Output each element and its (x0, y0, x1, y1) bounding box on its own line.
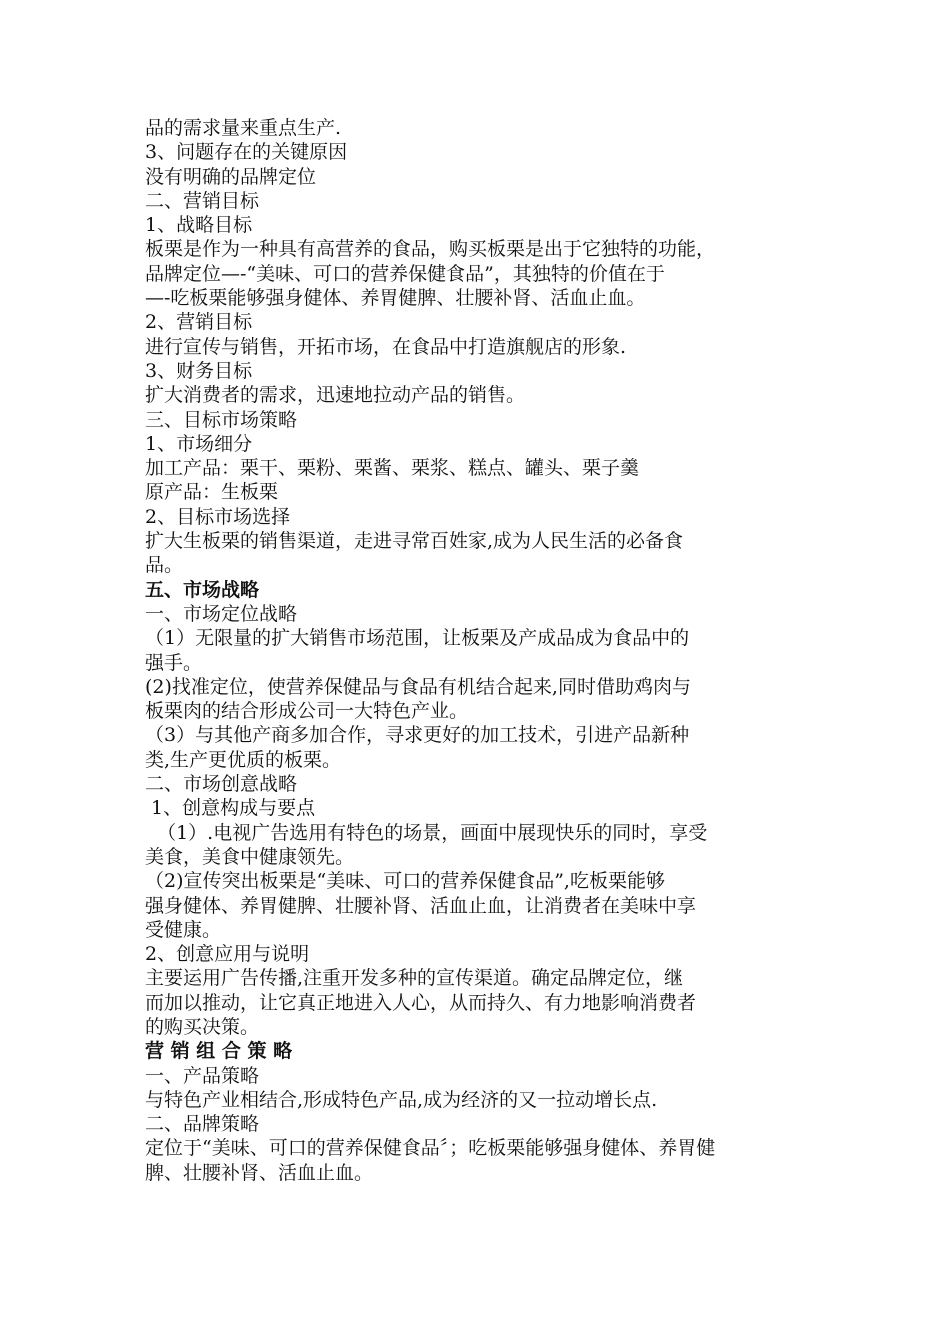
text-line: 1、市场细分 (145, 432, 253, 455)
text-line: 2、营销目标 (145, 311, 253, 334)
text-line: （3）与其他产商多加合作，寻求更好的加工技术，引进产品新种 (145, 724, 690, 747)
text-line: 扩大消费者的需求，迅速地拉动产品的销售。 (145, 384, 526, 407)
text-line: 美食，美食中健康领先。 (145, 845, 355, 868)
text-line: 与特色产业相结合,形成特色产品,成为经济的又一拉动增长点. (145, 1088, 658, 1111)
text-line: （2)宣传突出板栗是“美味、可口的营养保健食品”,吃板栗能够 (145, 870, 665, 893)
text-line: 二、营销目标 (145, 189, 260, 212)
text-line: 原产品：生板栗 (145, 481, 279, 504)
text-line: 类,生产更优质的板栗。 (145, 748, 342, 771)
section-heading: 营 销 组 合 策 略 (145, 1040, 293, 1063)
text-line: 1、创意构成与要点 (145, 797, 316, 820)
text-line: 品。 (145, 554, 184, 577)
text-line: 2、创意应用与说明 (145, 943, 310, 966)
text-line: 受健康。 (145, 918, 222, 941)
text-line: 扩大生板栗的销售渠道，走进寻常百姓家,成为人民生活的必备食 (145, 530, 684, 553)
text-line: 进行宣传与销售，开拓市场，在食品中打造旗舰店的形象. (145, 335, 627, 358)
text-line: 的购买决策。 (145, 1015, 260, 1038)
text-line: 强身健体、养胃健脾、壮腰补肾、活血止血，让消费者在美味中享 (145, 894, 697, 917)
text-line: 没有明确的品牌定位 (145, 165, 317, 188)
text-line: （1）.电视广告选用有特色的场景，画面中展现快乐的同时，享受 (145, 821, 708, 844)
text-line: 二、品牌策略 (145, 1113, 260, 1136)
text-line: 三、目标市场策略 (145, 408, 298, 431)
text-line: 品牌定位—-“美味、可口的营养保健食品”，其独特的价值在于 (145, 262, 665, 285)
text-line: （1）无限量的扩大销售市场范围，让板栗及产成品成为食品中的 (145, 627, 690, 650)
text-line: 加工产品：栗干、栗粉、栗酱、栗浆、糕点、罐头、栗子羹 (145, 457, 640, 480)
text-line: 一、市场定位战略 (145, 602, 298, 625)
text-line: (2)找准定位，使营养保健品与食品有机结合起来,同时借助鸡肉与 (145, 675, 691, 698)
text-line: 3、问题存在的关键原因 (145, 141, 348, 164)
text-line: 强手。 (145, 651, 203, 674)
text-line: 而加以推动，让它真正地进入人心，从而持久、有力地影响消费者 (145, 991, 697, 1014)
text-line: 脾、壮腰补肾、活血止血。 (145, 1161, 374, 1184)
text-line: 板栗是作为一种具有高营养的食品，购买板栗是出于它独特的功能， (145, 238, 716, 261)
text-line: 定位于“美味、可口的营养保健食品〞；吃板栗能够强身健体、养胃健 (145, 1137, 716, 1160)
text-line: 主要运用广告传播,注重开发多种的宣传渠道。确定品牌定位，继 (145, 967, 684, 990)
text-line: 一、产品策略 (145, 1064, 260, 1087)
text-line: 品的需求量来重点生产. (145, 117, 342, 139)
text-line: —-吃板栗能够强身健体、养胃健脾、壮腰补肾、活血止血。 (145, 287, 646, 310)
text-line: 板栗肉的结合形成公司一大特色产业。 (145, 700, 469, 723)
text-line: 3、财务目标 (145, 359, 253, 382)
section-heading: 五、市场战略 (145, 578, 260, 601)
text-line: 1、战略目标 (145, 214, 253, 237)
document-page (145, 116, 815, 1185)
text-line: 2、目标市场选择 (145, 505, 291, 528)
text-line: 二、市场创意战略 (145, 773, 298, 796)
